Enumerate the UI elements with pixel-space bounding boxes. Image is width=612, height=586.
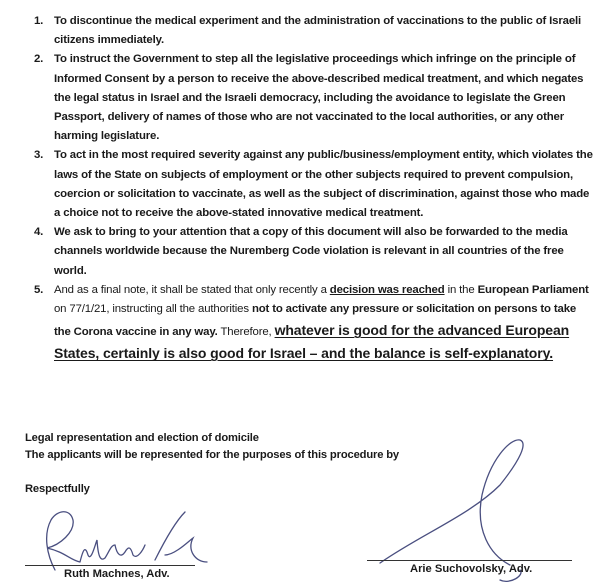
item-number: 4.: [34, 226, 44, 239]
list-item: [34, 12, 594, 50]
item-text: To act in the most required severity against any public/business/employment entity, which violates the laws of the State on subjects of employment or the other subjects required to prevent compulsion, coercion or solicitation to vaccinate, as well as the subject of discrimination, against those who made a choice not to receive the above-stated innovative medical treatment.: [54, 149, 593, 220]
emphasized-conclusion: whatever is good for the advanced European States, certainly is also good for Israel – and the balance is self-explanatory.: [54, 322, 570, 362]
item-text-part: on 77/1/21, instructing all the authorities: [54, 303, 252, 316]
bold-phrase: European Parliament: [477, 283, 589, 296]
item-text-part: And as a final note, it shall be stated that only recently a: [54, 283, 330, 296]
signatory-name: Ruth Machnes, Adv.: [64, 568, 170, 580]
signatory-name: Arie Suchovolsky, Adv.: [410, 563, 533, 575]
legal-representation-heading: Legal representation and election of domicile: [25, 432, 259, 444]
item-number: 2.: [34, 53, 44, 66]
list-item: [34, 146, 594, 223]
signature-line: [25, 565, 195, 566]
list-item: [34, 281, 594, 366]
list-item: [34, 50, 594, 146]
item-text-part: in the: [444, 283, 478, 296]
item-text: We ask to bring to your attention that a copy of this document will also be forwarded to the media channels worldwide because the Nuremberg Code violation is relevant in all countries of the free world.: [54, 226, 568, 277]
item-text: To discontinue the medical experiment and the administration of vaccinations to the public of Israeli citizens immediately.: [54, 15, 582, 47]
item-number: 1.: [34, 15, 44, 27]
item-number: 3.: [34, 149, 44, 162]
representation-statement: The applicants will be represented for the purposes of this procedure by: [25, 449, 400, 461]
item-text: To instruct the Government to step all the legislative proceedings which infringe on the principle of Informed Consent by a person to receive the above-described medical treatment, and which negates the legal status in Israel and the Israeli democracy, including the avoidance to legislate the Green Passport, delivery of names of those who are not vaccinated to the local authorities, or any other harming legislature.: [54, 53, 584, 143]
closing-salutation: Respectfully: [25, 483, 90, 495]
underlined-phrase: decision was reached: [329, 283, 445, 296]
item-text-part: Therefore,: [217, 326, 275, 339]
demands-list: [34, 12, 594, 366]
item-number: 5.: [34, 283, 44, 296]
signature-line: [367, 560, 572, 561]
bold-phrase: not to activate any pressure or solicitation on persons to take the Corona vaccine in any way.: [54, 303, 577, 339]
list-item: [34, 223, 594, 281]
